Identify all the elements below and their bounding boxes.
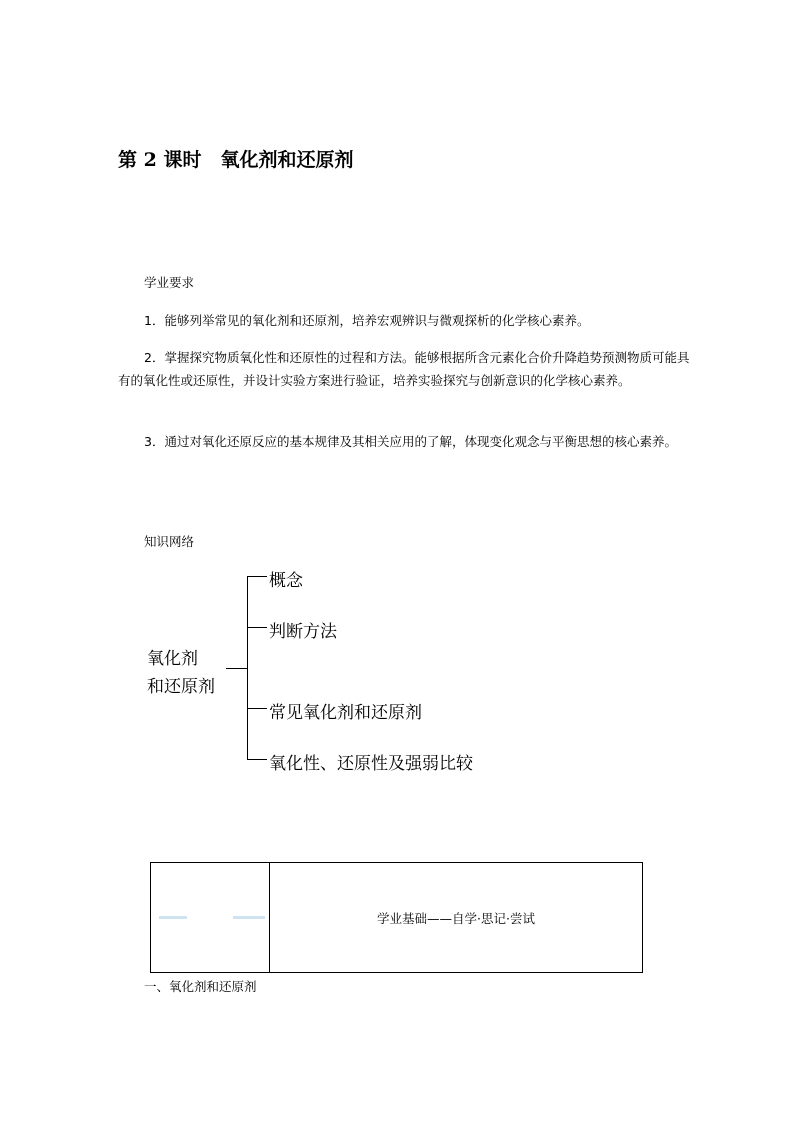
network-tick-2: [247, 627, 267, 628]
network-branch-2: 判断方法: [269, 622, 337, 642]
banner-decoration-right: [233, 916, 265, 919]
section-heading: 一、氧化剂和还原剂: [144, 979, 257, 994]
network-root-line2: 和还原剂: [147, 677, 215, 697]
network-tick-4: [247, 759, 267, 760]
requirement-item-2: 2．掌握探究物质氧化性和还原性的过程和方法。能够根据所含元素化合价升降趋势预测物质可能具有的氧化性或还原性，并设计实验方案进行验证，培养实验探究与创新意识的化学核心素养。: [118, 350, 690, 388]
banner-label: 学业基础——自学·思记·尝试: [377, 910, 535, 926]
network-tick-1: [247, 576, 267, 577]
network-branch-3: 常见氧化剂和还原剂: [269, 703, 422, 723]
section-banner: [150, 862, 643, 973]
network-branch-1: 概念: [269, 571, 303, 591]
network-root-line1: 氧化剂: [147, 649, 198, 669]
requirement-item-1: 1．能够列举常见的氧化剂和还原剂，培养宏观辨识与微观探析的化学核心素养。: [144, 313, 590, 328]
network-tick-3: [247, 708, 267, 709]
page-title: 第 2 课时 氧化剂和还原剂: [118, 149, 354, 171]
network-heading: 知识网络: [144, 534, 195, 549]
requirement-item-3: 3．通过对氧化还原反应的基本规律及其相关应用的了解，体现变化观念与平衡思想的核心素养。: [144, 434, 677, 449]
network-branch-4: 氧化性、还原性及强弱比较: [269, 754, 473, 774]
network-bracket: [247, 576, 248, 760]
requirements-heading: 学业要求: [144, 275, 195, 290]
banner-decoration-left: [159, 916, 187, 919]
network-connector: [226, 668, 248, 669]
